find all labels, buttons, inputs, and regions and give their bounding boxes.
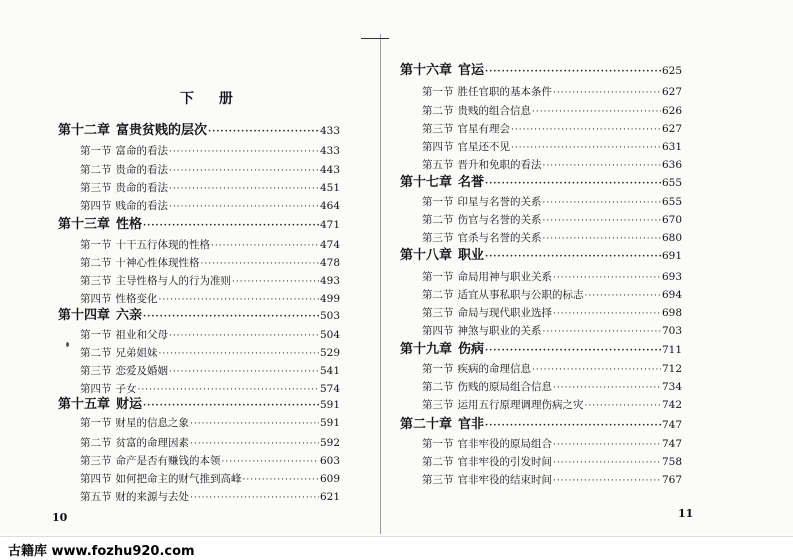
entry-title: 伤官与名誉的关系 [457,214,542,226]
entry-title: 六亲 [116,308,143,323]
dot-leader [553,474,661,488]
entry-number: 第十三章 [58,217,111,232]
dot-leader [169,200,319,214]
dot-leader [169,365,319,379]
page-number: 464 [319,200,340,212]
page-number: 767 [661,474,682,486]
page-number: 670 [661,214,682,226]
dot-leader [211,239,319,253]
entry-number: 第一节 [422,196,454,208]
entry-number: 第二节 [422,456,454,468]
entry-number: 第三节 [80,455,112,467]
entry-title: 职业 [458,248,485,263]
entry-number: 第十六章 [400,63,453,78]
entry-number: 第一节 [80,329,112,341]
entry-title: 官非 [458,417,485,432]
entry-title: 官运 [458,63,485,78]
dot-leader [143,310,319,324]
entry-number: 第二节 [422,214,454,226]
page-number: 592 [319,437,340,449]
entry-number: 第四节 [80,383,112,395]
page-number: 574 [319,383,340,395]
entry-title: 神煞与职业的关系 [457,325,542,337]
entry-title: 官杀与名誉的关系 [457,232,542,244]
entry-title: 兄弟姐妹 [115,347,158,359]
entry-number: 第五节 [422,159,454,171]
dot-leader [532,105,661,119]
dot-leader [532,363,661,377]
dot-leader [511,141,661,155]
toc-section-entry[interactable] [422,195,682,210]
entry-title: 富贵贫贱的层次 [116,123,208,138]
entry-title: 贫富的命理因素 [115,437,189,449]
dot-leader [511,123,661,137]
entry-title: 名誉 [458,175,485,190]
entry-number: 第五节 [80,491,112,503]
dot-leader [485,419,661,433]
toc-chapter-entry[interactable] [58,309,340,324]
left-folio: 10 [52,511,68,524]
entry-title: 官非牢役的引发时间 [457,456,552,468]
dot-leader [190,417,319,431]
toc-section-entry[interactable] [80,364,340,379]
entry-number: 第二节 [422,381,454,393]
right-page [386,0,793,535]
dot-leader [159,293,319,307]
entry-title: 子女 [115,383,137,395]
toc-section-entry[interactable] [422,140,682,155]
toc-section-entry[interactable] [80,454,340,469]
entry-number: 第一节 [80,239,112,251]
entry-title: 贵命的看法 [115,164,168,176]
entry-title: 财运 [116,397,143,412]
entry-number: 第四节 [80,473,112,485]
entry-title: 十神心性体现性格 [115,257,200,269]
entry-number: 第一节 [422,86,454,98]
dot-leader [543,214,661,228]
entry-title: 伤贱的原局组合信息 [457,381,552,393]
page-number: 621 [319,491,340,503]
dot-leader [169,164,319,178]
page-number: 636 [661,159,682,171]
entry-number: 第十八章 [400,248,453,263]
dot-leader [543,325,661,339]
toc-section-entry[interactable] [80,256,340,271]
toc-section-entry[interactable] [422,324,682,339]
toc-section-entry[interactable] [80,490,340,505]
dot-leader [553,456,661,470]
entry-number: 第二节 [80,164,112,176]
dot-leader [208,125,319,139]
page-number: 478 [319,257,340,269]
entry-title: 贱命的看法 [115,200,168,212]
toc-section-entry[interactable] [80,163,340,178]
toc-section-entry[interactable] [80,144,340,159]
page-number: 680 [661,232,682,244]
footer-site-label: 古籍库 www.fozhu920.com [8,544,195,559]
toc-section-entry[interactable] [422,362,682,377]
page-number: 711 [661,344,682,356]
entry-title: 贵贱的组合信息 [457,105,531,117]
entry-number: 第三节 [422,399,454,411]
entry-title: 适宜从事私职与公职的标志 [457,289,584,301]
entry-number: 第二十章 [400,417,453,432]
dot-leader [232,275,319,289]
toc-section-entry[interactable] [80,292,340,307]
page-number: 734 [661,381,682,393]
page-number: 529 [319,347,340,359]
dot-leader [543,232,661,246]
entry-title: 如何把命主的财气推到高峰 [115,473,242,485]
footer-bar [0,536,793,560]
page-number: 694 [661,289,682,301]
entry-title: 官非牢役的结束时间 [457,474,552,486]
dot-leader [159,347,319,361]
entry-number: 第三节 [80,275,112,287]
page-number: 693 [661,271,682,283]
page-number: 627 [661,123,682,135]
toc-section-entry[interactable] [80,436,340,451]
entry-title: 性格 [116,217,143,232]
entry-title: 恋爱及婚姻 [115,365,168,377]
page-number: 626 [661,105,682,117]
page-number: 627 [661,86,682,98]
entry-number: 第一节 [80,417,112,429]
toc-chapter-entry[interactable] [400,64,682,79]
dot-leader [243,473,319,487]
entry-title: 主导性格与人的行为准则 [115,275,231,287]
entry-title: 富命的看法 [115,145,168,157]
dot-leader [553,381,661,395]
dot-leader [553,271,661,285]
page-number: 541 [319,365,340,377]
entry-number: 第一节 [80,145,112,157]
page-number: 625 [661,65,682,77]
page-number: 493 [319,275,340,287]
left-page [0,0,385,535]
page-number: 433 [319,145,340,157]
toc-section-entry[interactable] [422,380,682,395]
toc-section-entry[interactable] [422,104,682,119]
dot-leader [553,307,661,321]
dot-leader [485,250,661,264]
volume-title: 下 册 [180,91,243,107]
toc-chapter-entry[interactable] [400,249,682,264]
toc-section-entry[interactable] [422,306,682,321]
dot-leader [543,196,661,210]
toc-chapter-entry[interactable] [58,398,340,413]
dot-leader [190,491,319,505]
toc-section-entry[interactable] [422,122,682,137]
entry-number: 第二节 [80,257,112,269]
entry-title: 官星还不见 [457,141,510,153]
entry-title: 运用五行原理调理伤病之灾 [457,399,584,411]
dot-leader [169,329,319,343]
page-number: 591 [319,417,340,429]
toc-section-entry[interactable] [80,346,340,361]
toc-section-entry[interactable] [422,85,682,100]
entry-number: 第十五章 [58,397,111,412]
toc-section-entry[interactable] [422,455,682,470]
toc-section-entry[interactable] [80,181,340,196]
dot-leader [138,383,319,397]
entry-number: 第一节 [422,438,454,450]
entry-title: 财的来源与去处 [115,491,189,503]
entry-number: 第三节 [422,123,454,135]
toc-section-entry[interactable] [422,288,682,303]
toc-section-entry[interactable] [80,199,340,214]
entry-number: 第三节 [422,307,454,319]
page-number: 591 [319,399,340,411]
toc-chapter-entry[interactable] [58,124,340,139]
page-number: 691 [661,250,682,262]
entry-number: 第四节 [80,293,112,305]
page-number: 603 [319,455,340,467]
dot-leader [201,257,319,271]
entry-title: 疾病的命理信息 [457,363,531,375]
page-number: 503 [319,310,340,322]
entry-title: 祖业和父母 [115,329,168,341]
entry-title: 命局用神与职业关系 [457,271,552,283]
entry-title: 伤病 [458,342,485,357]
toc-section-entry[interactable] [422,270,682,285]
dot-leader [222,455,319,469]
toc-section-entry[interactable] [422,213,682,228]
toc-chapter-entry[interactable] [400,343,682,358]
dot-leader [143,219,319,233]
entry-number: 第二节 [422,289,454,301]
right-folio: 11 [678,507,694,520]
dot-leader [553,86,661,100]
page-number: 698 [661,307,682,319]
entry-number: 第十九章 [400,342,453,357]
toc-section-entry[interactable] [80,416,340,431]
entry-title: 十干五行体现的性格 [115,239,210,251]
toc-section-entry[interactable] [422,158,682,173]
entry-title: 晋升和免职的看法 [457,159,542,171]
page-number: 631 [661,141,682,153]
entry-number: 第四节 [80,200,112,212]
entry-title: 印星与名誉的关系 [457,196,542,208]
toc-chapter-entry[interactable] [400,176,682,191]
page-number: 758 [661,456,682,468]
toc-section-entry[interactable] [80,274,340,289]
entry-number: 第十七章 [400,175,453,190]
toc-section-entry[interactable] [80,328,340,343]
entry-title: 胜任官职的基本条件 [457,86,552,98]
entry-number: 第一节 [422,271,454,283]
entry-number: 第十四章 [58,308,111,323]
toc-section-entry[interactable] [422,473,682,488]
page-number: 504 [319,329,340,341]
page-number: 747 [661,419,682,431]
page-number: 443 [319,164,340,176]
entry-number: 第三节 [422,232,454,244]
entry-number: 第三节 [80,182,112,194]
toc-section-entry[interactable] [422,231,682,246]
page-number: 703 [661,325,682,337]
dot-leader [485,65,661,79]
dot-leader [169,145,319,159]
page-number: 451 [319,182,340,194]
toc-chapter-entry[interactable] [58,218,340,233]
toc-section-entry[interactable] [80,238,340,253]
entry-title: 命局与现代职业选择 [457,307,552,319]
dot-leader [485,177,661,191]
page-number: 655 [661,177,682,189]
entry-title: 性格变化 [115,293,158,305]
page-number: 499 [319,293,340,305]
toc-chapter-entry[interactable] [400,418,682,433]
entry-number: 第二节 [80,347,112,359]
toc-section-entry[interactable] [422,437,682,452]
dot-leader [553,438,661,452]
page-number: 747 [661,438,682,450]
speck [66,342,69,347]
toc-section-entry[interactable] [80,382,340,397]
page-number: 433 [319,125,340,137]
entry-number: 第三节 [422,474,454,486]
entry-number: 第二节 [422,105,454,117]
dot-leader [485,344,661,358]
entry-number: 第一节 [422,363,454,375]
dot-leader [543,159,661,173]
entry-number: 第四节 [422,325,454,337]
page-number: 474 [319,239,340,251]
entry-title: 贵命的看法 [115,182,168,194]
entry-number: 第二节 [80,437,112,449]
toc-section-entry[interactable] [80,472,340,487]
page-number: 655 [661,196,682,208]
page-number: 712 [661,363,682,375]
toc-section-entry[interactable] [422,398,682,413]
page-number: 609 [319,473,340,485]
dot-leader [190,437,319,451]
dot-leader [169,182,319,196]
entry-number: 第三节 [80,365,112,377]
entry-title: 官星有理会 [457,123,510,135]
entry-title: 财星的信息之象 [115,417,189,429]
entry-title: 命产是否有赚钱的本领 [115,455,221,467]
entry-title: 官非牢役的原局组合 [457,438,552,450]
dot-leader [585,399,661,413]
entry-number: 第十二章 [58,123,111,138]
entry-number: 第四节 [422,141,454,153]
page-number: 471 [319,219,340,231]
page-number: 742 [661,399,682,411]
dot-leader [143,399,319,413]
dot-leader [585,289,661,303]
